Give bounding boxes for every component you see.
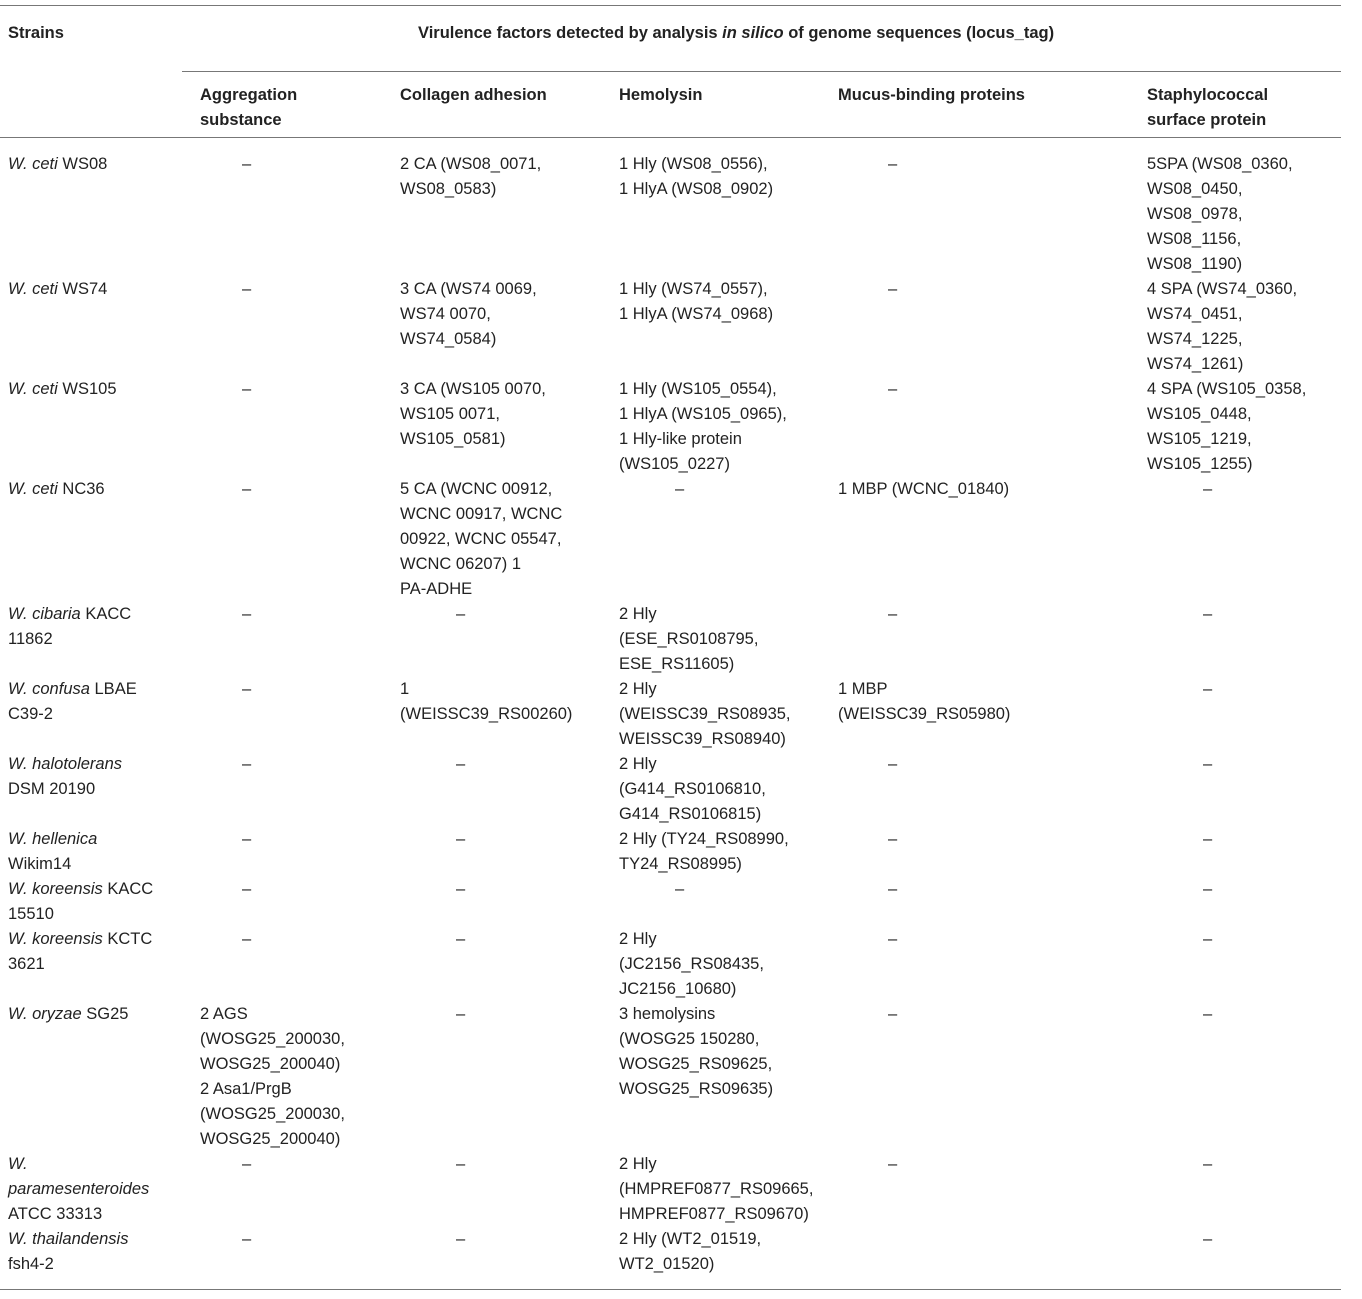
strain-cell	[0, 1152, 182, 1227]
mucus-cell: –	[888, 930, 898, 948]
species-name: W. ceti	[8, 155, 58, 173]
col-header-mucus: Mucus-binding proteins	[838, 72, 1147, 138]
hemolysin-cell: 2 Hly (WT2_01519, WT2_01520)	[619, 1227, 838, 1290]
species-name: W. cibaria	[8, 605, 81, 623]
mucus-cell: –	[888, 380, 898, 398]
hemolysin-cell: 2 Hly (WEISSC39_RS08935, WEISSC39_RS08940)	[619, 680, 791, 748]
hemolysin-cell: 2 Hly (TY24_RS08990, TY24_RS08995)	[619, 830, 789, 873]
strain-id: SG25	[81, 1005, 129, 1023]
staph-cell: –	[1203, 930, 1213, 948]
strain-id: Wikim14	[8, 855, 72, 873]
table-row	[0, 827, 1341, 877]
table-row	[0, 602, 1341, 677]
table-row	[0, 477, 1341, 602]
aggregation-cell: –	[242, 480, 252, 498]
species-name: W. confusa	[8, 680, 90, 698]
col-header-staph: Staphylococcal surface protein	[1147, 72, 1341, 138]
species-name: W. koreensis	[8, 880, 103, 898]
table-row	[0, 927, 1341, 1002]
mucus-cell: –	[888, 280, 898, 298]
strain-id: WS105	[57, 380, 117, 398]
mucus-cell: –	[888, 755, 898, 773]
collagen-cell: 3 CA (WS105 0070, WS105 0071, WS105_0581)	[400, 380, 546, 448]
mucus-cell: 1 MBP (WCNC_01840)	[838, 480, 1010, 498]
table-row	[0, 1227, 1341, 1290]
species-name: W. ceti	[8, 480, 58, 498]
strain-id: KCTC 3621	[8, 930, 153, 973]
aggregation-cell: –	[242, 605, 252, 623]
group-header-pre: Virulence factors detected by analysis	[418, 24, 723, 42]
strain-cell	[0, 1227, 182, 1290]
hemolysin-cell: 2 Hly (JC2156_RS08435, JC2156_10680)	[619, 930, 764, 998]
species-name: W. thailandensis	[8, 1230, 129, 1248]
virulence-group-header	[182, 6, 1341, 72]
mucus-cell: –	[888, 1155, 898, 1173]
collagen-cell: 3 CA (WS74 0069, WS74 0070, WS74_0584)	[400, 280, 537, 348]
collagen-cell: –	[456, 930, 466, 948]
strain-id: WS74	[57, 280, 108, 298]
aggregation-cell: –	[182, 1227, 400, 1290]
staph-cell: 5SPA (WS08_0360, WS08_0450, WS08_0978, WS08_1156, WS08_1190)	[1147, 138, 1341, 278]
aggregation-cell: –	[242, 880, 252, 898]
collagen-cell: –	[456, 755, 466, 773]
species-name: W. hellenica	[8, 830, 98, 848]
strain-cell	[0, 138, 182, 278]
staph-cell: –	[1203, 605, 1213, 623]
species-name: W. ceti	[8, 380, 58, 398]
collagen-cell: 1 (WEISSC39_RS00260)	[400, 680, 573, 723]
group-header-post: of genome sequences (locus_tag)	[783, 24, 1055, 42]
collagen-cell: –	[400, 1227, 619, 1290]
strain-cell	[0, 877, 182, 927]
collagen-cell: –	[456, 1005, 466, 1023]
aggregation-cell: –	[182, 138, 400, 278]
mucus-cell: 1 MBP (WEISSC39_RS05980)	[838, 680, 1011, 723]
table-row	[0, 677, 1341, 752]
group-header-italic: in silico	[722, 24, 784, 42]
hemolysin-cell: 2 Hly (ESE_RS0108795, ESE_RS11605)	[619, 605, 759, 673]
table-row	[0, 277, 1341, 377]
collagen-cell: –	[456, 1155, 466, 1173]
staph-cell: –	[1203, 680, 1213, 698]
strain-id: WS08	[57, 155, 108, 173]
mucus-cell: –	[888, 605, 898, 623]
strain-id: NC36	[57, 480, 105, 498]
mucus-cell	[838, 1227, 1147, 1290]
strain-id: KACC 11862	[8, 605, 132, 648]
table-row	[0, 138, 1341, 278]
staph-cell: –	[1203, 755, 1213, 773]
mucus-cell: –	[888, 830, 898, 848]
table-body	[0, 138, 1341, 1290]
col-header-aggregation: Aggregation substance	[182, 72, 400, 138]
mucus-cell: –	[888, 1005, 898, 1023]
staph-cell: –	[1203, 1005, 1213, 1023]
aggregation-cell: 2 AGS (WOSG25_200030, WOSG25_200040) 2 Asa1/PrgB (WOSG25_200030, WOSG25_200040)	[200, 1005, 345, 1148]
table-row	[0, 1002, 1341, 1152]
strain-cell	[0, 752, 182, 827]
strain-cell	[0, 927, 182, 1002]
strains-header: Strains	[0, 6, 182, 138]
species-name: W. koreensis	[8, 930, 103, 948]
strain-cell	[0, 477, 182, 602]
mucus-cell: –	[838, 138, 1147, 278]
strain-id: KACC 15510	[8, 880, 154, 923]
table-row	[0, 752, 1341, 827]
staph-cell: 4 SPA (WS74_0360, WS74_0451, WS74_1225, WS74_1261)	[1147, 280, 1298, 373]
table-row	[0, 877, 1341, 927]
mucus-cell: –	[888, 880, 898, 898]
staph-cell: –	[1203, 830, 1213, 848]
strain-cell	[0, 827, 182, 877]
strain-id: LBAE C39-2	[8, 680, 137, 723]
hemolysin-cell: 2 Hly (G414_RS0106810, G414_RS0106815)	[619, 755, 766, 823]
strain-id: ATCC 33313	[8, 1205, 103, 1223]
aggregation-cell: –	[242, 280, 252, 298]
aggregation-cell: –	[242, 755, 252, 773]
virulence-factors-table	[0, 5, 1341, 1290]
collagen-cell: –	[456, 605, 466, 623]
hemolysin-cell: 2 Hly (HMPREF0877_RS09665, HMPREF0877_RS09670)	[619, 1155, 814, 1223]
hemolysin-cell: 3 hemolysins (WOSG25 150280, WOSG25_RS09625, WOSG25_RS09635)	[619, 1005, 774, 1098]
table-row	[0, 377, 1341, 477]
hemolysin-cell: 1 Hly (WS74_0557), 1 HlyA (WS74_0968)	[619, 280, 774, 323]
col-header-collagen: Collagen adhesion	[400, 72, 619, 138]
strain-cell	[0, 1002, 182, 1152]
species-name: W. ceti	[8, 280, 58, 298]
hemolysin-cell: 1 Hly (WS105_0554), 1 HlyA (WS105_0965), 1 Hly-like protein (WS105_0227)	[619, 380, 787, 473]
staph-cell: –	[1203, 480, 1213, 498]
col-header-hemolysin: Hemolysin	[619, 72, 838, 138]
aggregation-cell: –	[242, 380, 252, 398]
strain-cell	[0, 602, 182, 677]
staph-cell: 4 SPA (WS105_0358, WS105_0448, WS105_1219, WS105_1255)	[1147, 380, 1307, 473]
species-name: W. oryzae	[8, 1005, 82, 1023]
header-row-1	[0, 6, 1341, 72]
collagen-cell: –	[456, 880, 466, 898]
collagen-cell: –	[456, 830, 466, 848]
strain-cell	[0, 377, 182, 477]
collagen-cell: 5 CA (WCNC 00912, WCNC 00917, WCNC 00922, WCNC 05547, WCNC 06207) 1 PA-ADHE	[400, 480, 563, 598]
strain-id: DSM 20190	[8, 780, 96, 798]
aggregation-cell: –	[242, 830, 252, 848]
aggregation-cell: –	[242, 930, 252, 948]
strain-cell	[0, 677, 182, 752]
strain-cell	[0, 277, 182, 377]
table-row	[0, 1152, 1341, 1227]
staph-cell: –	[1203, 880, 1213, 898]
hemolysin-cell: 1 Hly (WS08_0556), 1 HlyA (WS08_0902)	[619, 138, 838, 278]
species-name: W. paramesenteroides	[8, 1155, 150, 1198]
aggregation-cell: –	[242, 1155, 252, 1173]
staph-cell: –	[1203, 1155, 1213, 1173]
header-row-2	[0, 72, 1341, 138]
hemolysin-cell: –	[675, 480, 685, 498]
species-name: W. halotolerans	[8, 755, 123, 773]
strain-id: fsh4-2	[8, 1255, 54, 1273]
aggregation-cell: –	[242, 680, 252, 698]
collagen-cell: 2 CA (WS08_0071, WS08_0583)	[400, 138, 619, 278]
staph-cell: –	[1147, 1227, 1341, 1290]
hemolysin-cell: –	[675, 880, 685, 898]
